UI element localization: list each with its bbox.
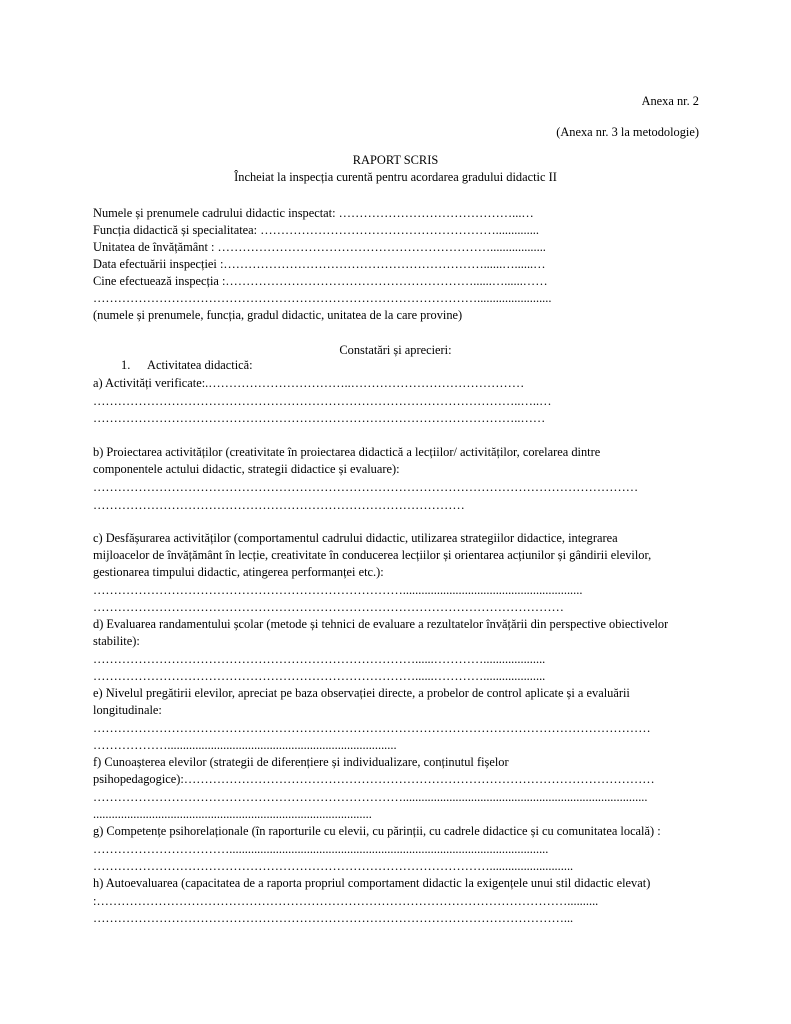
section-a-line: …………………………………………………………………………………………..…… — [93, 411, 546, 425]
field-inspector: Cine efectuează inspecția :……………………………………………………......…......…… — [93, 274, 548, 288]
section-f-heading: f) Cunoașterea elevilor (strategii de diferențiere și individualizare, conținutul fișelor — [93, 755, 509, 769]
activity-label: Activitatea didactică: — [147, 358, 253, 372]
field-inspector-note: (numele și prenumele, funcția, gradul didactic, unitatea de la care provine) — [93, 308, 463, 322]
annex-reference: (Anexa nr. 3 la metodologie) — [556, 125, 699, 139]
section-c-heading: c) Desfășurarea activităților (comportamentul cadrului didactic, utilizarea strategiilor didactice, integrarea — [93, 531, 618, 545]
document-subtitle: Încheiat la inspecția curentă pentru acordarea gradului didactic II — [234, 170, 557, 184]
field-function: Funcția didactică și specialitatea: ………………………………………………….............. — [93, 223, 539, 237]
section-e-heading: e) Nivelul pregătirii elevilor, apreciat pe baza observației directe, a probelor de control aplicate și a evaluării — [93, 686, 630, 700]
section-e-line: ……………….......................................................................... — [93, 738, 397, 752]
field-school-unit: Unitatea de învățământ : ………………………………………………………….................. — [93, 240, 546, 254]
document-title: RAPORT SCRIS — [352, 153, 439, 167]
section-f-line: .......................................................................................... — [93, 807, 372, 821]
annex-number: Anexa nr. 2 — [641, 94, 699, 108]
section-g-line: ……………………………....................................................................................................... — [93, 842, 549, 856]
section-d-heading-cont: stabilite): — [93, 634, 140, 648]
section-f-line: …………………………………………………………………............................................................................... — [93, 790, 648, 804]
findings-title: Constatări și aprecieri: — [339, 343, 452, 357]
section-b-heading-cont: componentele actului didactic, strategii didactice și evaluare): — [93, 462, 400, 476]
section-h-heading: h) Autoevaluarea (capacitatea de a raporta propriul comportament didactic la exigențele unui stil didactic elevat) — [93, 876, 651, 890]
section-e-heading-cont: longitudinale: — [93, 703, 162, 717]
activity-number: 1. — [121, 358, 131, 372]
section-f-heading-cont: psihopedagogice):…………………………………………………………………………………………………… — [93, 772, 655, 786]
section-e-line: ……………………………………………………………………………………………………………………… — [93, 721, 651, 735]
section-d-line: ……………………………………………………………………......………….................... — [93, 652, 546, 666]
section-d-heading: d) Evaluarea randamentului școlar (metode și tehnici de evaluare a rezultatelor învățării din perspective obiectivelor — [93, 617, 669, 631]
section-h-line: ……………………………………………………………………………………………………... — [93, 911, 574, 925]
section-c-heading-cont: gestionarea timpului didactic, atingerea performanței etc.): — [93, 565, 384, 579]
section-c-line: …………………………………………………………………………………………………… — [93, 600, 564, 614]
activity-heading — [121, 358, 253, 373]
section-c-heading-cont: mijloacelor de învățământ în lecție, creativitate în conducerea lecțiilor și orientarea acțiunilor și gândirii elevilor, — [93, 548, 652, 562]
section-c-line: ………………………………………………………………….......................................................... — [93, 583, 583, 597]
field-inspection-date: Data efectuării inspecției :………………………………………………………......…......… — [93, 257, 546, 271]
section-b-line: ……………………………………………………………………………… — [93, 498, 465, 512]
section-b-line: …………………………………………………………………………………………………………………… — [93, 480, 639, 494]
section-a-line: …………………………………………………………………………………………..…..… — [93, 394, 552, 408]
section-g-line: ……………………………………………………………………………………........................... — [93, 859, 574, 873]
field-teacher-name: Numele și prenumele cadrului didactic inspectat: ……………………………………...… — [93, 206, 534, 220]
section-d-line: ……………………………………………………………………......………….................... — [93, 669, 546, 683]
section-a-heading: a) Activități verificate:.……………………………..…………………………………… — [93, 376, 525, 390]
section-g-heading: g) Competențe psihorelaționale (în raporturile cu elevii, cu părinții, cu cadrele didactice și cu comunitatea locală) : — [93, 824, 661, 838]
section-b-heading: b) Proiectarea activităților (creativitate în proiectarea didactică a lecțiilor/ activităților, corelarea dintre — [93, 445, 601, 459]
field-inspector-line: …………………………………………………………………………………........................ — [93, 291, 552, 305]
section-h-line: :…………………………………………………………………………………………………….......... — [93, 894, 599, 908]
